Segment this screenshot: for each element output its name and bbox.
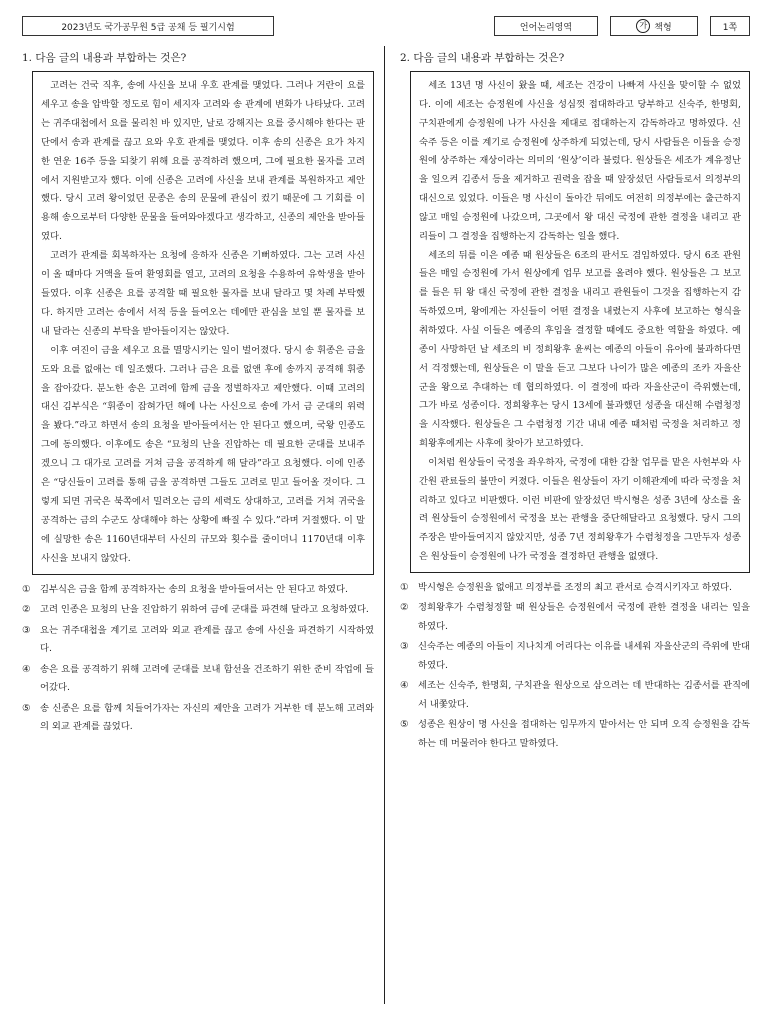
choice-3[interactable] [400, 638, 750, 675]
choice-text: 고려 인종은 묘청의 난을 진압하기 위하여 금에 군대를 파견해 달라고 요청하였다. [40, 604, 369, 616]
passage-box [32, 71, 374, 575]
passage-paragraph: 고려는 건국 직후, 송에 사신을 보내 우호 관계를 맺었다. 그러나 거란이 요를 세우고 송을 압박할 정도로 힘이 세지자 고려와 송 관계에 변화가 나타났다. 고려는 귀주대첩에서 요를 물리친 바 있지만, 날로 강해지는 요를 중시해야 한다는 판단에서 송과 관계를 끊고 요와 우호 관계를 맺었다. 이후 송의 신종은 요가 차지한 연운 16주 등을 되찾기 위해 요를 공격하려 했으며, 그에 필요한 물자를 고려에서 지원받고자 했다. 이에 신종은 고려에 사신을 보내 관계를 복원하자고 제안했다. 당시 고려 왕이었던 문종은 송의 문물에 관심이 컸기 때문에 그 기회를 이용해 송으로부터 다양한 문물을 들여와야겠다고 생각하고, 신종의 제안을 받아들였다. [41, 80, 365, 243]
choice-text: 세조는 신숙주, 한명회, 구치관을 원상으로 삼으려는 데 반대하는 김종서를 관직에서 내쫓았다. [418, 680, 750, 710]
subject-label: 언어논리영역 [519, 22, 573, 33]
choice-4[interactable] [400, 677, 750, 714]
choice-number: ⑤ [400, 719, 409, 731]
passage-paragraph: 고려가 관계를 회복하자는 요청에 응하자 신종은 기뻐하였다. 그는 고려 사신이 올 때마다 거액을 들여 환영회를 열고, 고려의 요청을 수용하여 유학생을 받아들였다. 이후 신종은 요를 공격할 때 필요한 물자를 보내 달라고 몇 차례 부탁했다. 하지만 고려는 송에서 서적 등을 들여오는 데에만 관심을 보일 뿐 물자를 보내 달라는 신종의 부탁을 받아들이지는 않았다. [41, 250, 365, 337]
choice-text: 신숙주는 예종의 아들이 지나치게 어리다는 이유를 내세워 자을산군의 즉위에 반대하였다. [418, 641, 750, 671]
choice-text: 김부식은 금을 함께 공격하자는 송의 요청을 받아들여서는 안 된다고 하였다. [40, 583, 348, 595]
subject-box [494, 16, 598, 36]
passage-paragraph: 세조 13년 명 사신이 왔을 때, 세조는 건강이 나빠져 사신을 맞이할 수 없었다. 이에 세조는 승정원에 사신을 성심껏 접대하라고 당부하고 신숙주, 한명회, 구치관에게 승정원에 나가 사신을 제대로 접대하는지 감독하라고 명하였다. 신숙주 등은 이를 계기로 승정원에 상주하게 되었는데, 당시 사람들은 이들을 승정원에 상주하는 재상이라는 의미의 ‘원상’이라 불렀다. 원상들은 세조가 계유정난을 일으켜 김종서 등을 제거하고 권력을 잡을 때 앞장섰던 사람들로서 의정부의 대신으로 있었다. 이들은 명 사신이 돌아간 뒤에도 여전히 의정부에는 출근하지 않고 매일 승정원에 나갔으며, 그곳에서 왕 대신 국정에 관한 결정을 내리고 관리들이 그 결정을 집행하는지 감독하는 일을 했다. [419, 80, 741, 242]
choice-text: 송은 요를 공격하기 위해 고려에 군대를 보내 함선을 건조하기 위한 준비 작업에 들어갔다. [40, 663, 374, 694]
question-stem [400, 50, 750, 66]
exam-title: 2023년도 국가공무원 5급 공채 등 필기시험 [61, 22, 235, 33]
choice-number: ⑤ [22, 702, 31, 714]
choice-text: 요는 귀주대첩을 계기로 고려와 외교 관계를 끊고 송에 사신을 파견하기 시작하였다. [40, 624, 374, 655]
exam-title-box [22, 16, 274, 36]
choice-number: ① [400, 581, 409, 593]
choice-5[interactable] [22, 700, 374, 737]
choice-4[interactable] [22, 661, 374, 698]
question-1 [22, 50, 374, 739]
choice-number: ② [400, 602, 409, 614]
choice-2[interactable] [400, 599, 750, 636]
passage-paragraph: 이후 여진이 금을 세우고 요를 멸망시키는 일이 벌어졌다. 당시 송 휘종은 금을 도와 요를 없애는 데 일조했다. 그러나 금은 요를 없앤 후에 송까지 공격해 휘종을 잡아갔다. 분노한 송은 고려에 함께 금을 정벌하자고 제안했다. 이때 고려의 대신 김부식은 “휘종이 잡혀가던 해에 나는 사신으로 송에 가서 금 군대의 위력을 봤다.”라고 하면서 송의 요청을 받아들여서는 안 된다고 했으며, 국왕 인종도 그에 동의했다. 이후에도 송은 “묘청의 난을 진압하는 데 필요한 군대를 보내주겠으니 그 대가로 고려를 거쳐 금을 공격하게 해 달라”라고 요청했다. 이에 인종은 “당신들이 고려를 통해 금을 공격하면 그들도 고려로 믿고 들어올 것이다. 그렇게 되면 귀국은 북쪽에서 밀려오는 금의 세력도 상대하고, 고려를 거쳐 귀국을 공격하는 금의 수군도 상대해야 하는 상황에 빠질 수 있다.”라며 거절했다. 이 말에 실망한 송은 1160년대부터 사신의 규모와 횟수를 줄이더니 1170년대 이후 사신을 보내지 않았다. [41, 344, 365, 564]
page-number-box [710, 16, 750, 36]
question-stem [22, 50, 374, 66]
column-divider [384, 46, 385, 1004]
question-text: 다음 글의 내용과 부합하는 것은? [413, 52, 565, 64]
question-2 [400, 50, 750, 755]
choice-2[interactable] [22, 601, 374, 620]
booklet-type-box [610, 16, 698, 36]
choice-number: ④ [400, 680, 409, 692]
choice-number: ① [22, 583, 31, 595]
answer-choices [22, 581, 374, 737]
question-text: 다음 글의 내용과 부합하는 것은? [35, 52, 187, 64]
question-number: 2. [400, 52, 411, 64]
booklet-type-label: 책형 [654, 22, 672, 33]
choice-number: ④ [22, 663, 31, 675]
passage-paragraph: 세조의 뒤를 이은 예종 때 원상들은 6조의 판서도 겸임하였다. 당시 6조 관원들은 매일 승정원에 가서 원상에게 업무 보고를 올려야 했다. 원상들은 그 보고를 들은 뒤 왕 대신 국정에 관한 결정을 내리고 관원들이 그것을 집행하는지 감독하였으며, 왕에게는 자신들이 어떤 결정을 내렸는지 사후에 보고하는 형식을 취하였다. 사실 이들은 예종의 후임을 결정할 때에도 중요한 역할을 하였다. 예종이 사망하던 날 세조의 비 정희왕후 윤씨는 예종의 아들이 유아에 불과하다면서 걱정했는데, 원상들은 이 말을 듣고 그보다 나이가 많은 예종의 조카 자을산군을 왕으로 추대하는 데 협의하였다. 이 결정에 따라 자을산군이 즉위했는데, 그가 바로 성종이다. 정희왕후는 당시 13세에 불과했던 성종을 대신해 수렴청정을 시작했다. 원상들은 그 수렴청정 기간 내내 예종 때처럼 국정을 처리하고 정희왕후에게는 사후에 찾아가 보고하였다. [419, 249, 741, 450]
page-number: 1쪽 [722, 22, 738, 33]
choice-3[interactable] [22, 622, 374, 659]
choice-text: 성종은 원상이 명 사신을 접대하는 임무까지 맡아서는 안 되며 오직 승정원을 감독하는 데 머물러야 한다고 말하였다. [418, 719, 750, 749]
passage-box [410, 71, 750, 573]
question-number: 1. [22, 52, 33, 64]
choice-number: ② [22, 604, 31, 616]
choice-number: ③ [400, 641, 409, 653]
choice-1[interactable] [22, 581, 374, 600]
passage-paragraph: 이처럼 원상들이 국정을 좌우하자, 국정에 대한 감찰 업무를 맡은 사헌부와 사간원 관료들의 불만이 커졌다. 이들은 원상들이 자기 이해관계에 따라 국정을 처리하고 있다고 비판했다. 이런 비판에 앞장섰던 박시형은 성종 3년에 상소를 올려 원상들이 승정원에서 국정을 보는 관행을 중단해달라고 요청했다. 당시 그의 주장은 받아들여지지 않았지만, 성종 7년 정희왕후가 수렴청정을 그만두자 성종은 원상들이 승정원에 나가 국정을 결정하던 관행을 없앴다. [419, 456, 741, 563]
answer-choices [400, 579, 750, 754]
choice-text: 송 신종은 요를 함께 치들어가자는 자신의 제안을 고려가 거부한 데 분노해 고려와의 외교 관계를 끊었다. [40, 702, 374, 733]
choice-number: ③ [22, 624, 31, 636]
choice-text: 정희왕후가 수렴청정할 때 원상들은 승정원에서 국정에 관한 결정을 내리는 일을 하였다. [418, 602, 750, 632]
choice-1[interactable] [400, 579, 750, 598]
choice-text: 박시형은 승정원을 없애고 의정부를 조정의 최고 관서로 승격시키자고 하였다. [418, 581, 732, 593]
booklet-type-mark: 가 [636, 19, 650, 33]
choice-5[interactable] [400, 716, 750, 753]
